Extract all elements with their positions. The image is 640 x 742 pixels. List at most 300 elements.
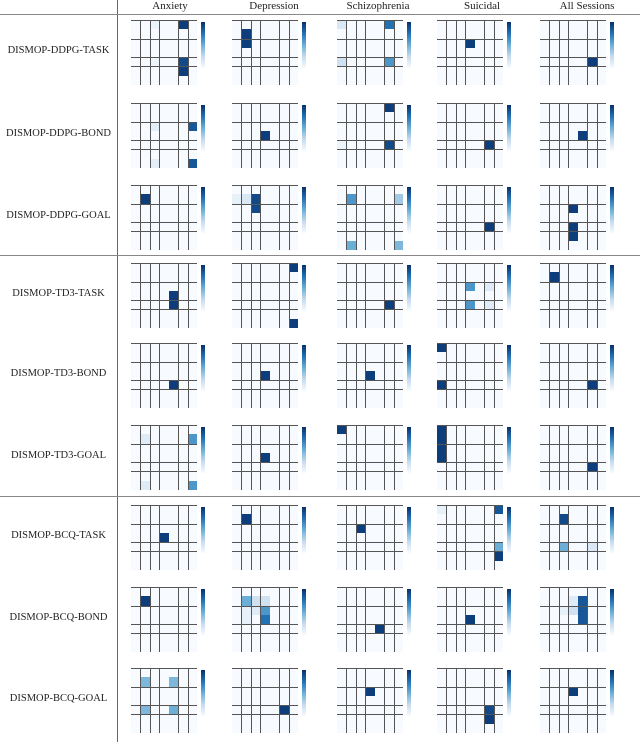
heatmap-cell <box>494 551 503 560</box>
heatmap <box>131 185 197 250</box>
grid-line <box>540 687 606 688</box>
grid-line <box>279 505 280 570</box>
grid-line <box>232 231 298 232</box>
heatmap <box>131 263 197 328</box>
grid-line <box>131 705 197 706</box>
grid-line <box>337 20 403 21</box>
heatmap <box>131 425 197 490</box>
grid-line <box>446 505 447 570</box>
heatmap-cell <box>337 425 346 434</box>
grid-line <box>540 204 606 205</box>
heatmap-cell <box>159 533 168 542</box>
grid-line <box>549 343 550 408</box>
grid-line <box>241 505 242 570</box>
grid-line <box>232 222 298 223</box>
heatmap-cell <box>241 194 250 203</box>
grid-line <box>337 606 403 607</box>
grid-line <box>150 20 151 85</box>
grid-line <box>559 20 560 85</box>
heatmap-cell <box>241 514 250 523</box>
grid-line <box>337 705 403 706</box>
grid-line <box>159 425 160 490</box>
grid-line <box>140 587 141 652</box>
grid-line <box>437 714 503 715</box>
grid-line <box>346 263 347 328</box>
grid-line <box>131 103 197 104</box>
grid-line <box>540 231 606 232</box>
heatmap-cell <box>140 481 149 490</box>
grid-line <box>337 687 403 688</box>
colorbar <box>610 187 614 233</box>
heatmap-cell <box>578 615 587 624</box>
heatmap-cell <box>188 481 197 490</box>
colorbar <box>407 507 411 553</box>
grid-line <box>232 606 298 607</box>
grid-line <box>356 505 357 570</box>
heatmap-cell <box>559 542 568 551</box>
grid-line <box>356 103 357 168</box>
grid-line <box>384 20 385 85</box>
grid-line <box>559 343 560 408</box>
grid-line <box>456 668 457 733</box>
grid-line <box>337 343 403 344</box>
heatmap <box>131 668 197 733</box>
colorbar <box>302 22 306 68</box>
grid-line <box>394 668 395 733</box>
grid-line <box>260 103 261 168</box>
heatmap-cell <box>465 300 474 309</box>
grid-line <box>232 542 298 543</box>
heatmap-cell <box>587 380 596 389</box>
grid-line <box>365 263 366 328</box>
heatmap <box>337 668 403 733</box>
column-header-anxiety: Anxiety <box>152 0 188 12</box>
grid-line <box>260 263 261 328</box>
grid-line <box>465 668 466 733</box>
heatmap-cell <box>346 241 355 250</box>
grid-line <box>289 587 290 652</box>
grid-line <box>140 263 141 328</box>
heatmap-cell <box>437 453 446 462</box>
heatmap <box>337 343 403 408</box>
grid-line <box>178 587 179 652</box>
heatmap-cell <box>279 705 288 714</box>
grid-line <box>597 263 598 328</box>
grid-line <box>494 103 495 168</box>
colorbar <box>201 265 205 311</box>
grid-line <box>568 587 569 652</box>
grid-line <box>279 587 280 652</box>
grid-line <box>559 587 560 652</box>
heatmap-cell <box>178 20 187 29</box>
grid-line <box>251 185 252 250</box>
heatmap-cell <box>484 714 493 723</box>
heatmap-cell <box>384 140 393 149</box>
grid-line <box>356 668 357 733</box>
heatmap-cell <box>494 505 503 514</box>
grid-line <box>597 103 598 168</box>
grid-line <box>159 587 160 652</box>
grid-line <box>232 551 298 552</box>
grid-line <box>337 204 403 205</box>
heatmap-cell <box>260 131 269 140</box>
colorbar <box>407 589 411 635</box>
grid-line <box>559 185 560 250</box>
grid-line <box>188 343 189 408</box>
heatmap-cell <box>188 122 197 131</box>
grid-line <box>232 624 298 625</box>
grid-line <box>337 300 403 301</box>
grid-line <box>131 282 197 283</box>
grid-line <box>365 587 366 652</box>
grid-line <box>494 20 495 85</box>
heatmap-cell <box>241 39 250 48</box>
heatmap-cell <box>140 705 149 714</box>
heatmap <box>232 185 298 250</box>
row-label: DISMOP-DDPG-TASK <box>7 45 110 56</box>
grid-line <box>232 263 298 264</box>
grid-line <box>365 668 366 733</box>
heatmap-cell <box>150 57 159 66</box>
heatmap <box>337 263 403 328</box>
grid-line <box>568 668 569 733</box>
heatmap-cell <box>232 194 241 203</box>
colorbar <box>507 427 511 473</box>
grid-line <box>597 185 598 250</box>
grid-line <box>241 263 242 328</box>
heatmap-cell <box>169 380 178 389</box>
colorbar <box>610 105 614 151</box>
heatmap <box>337 20 403 85</box>
grid-line <box>260 20 261 85</box>
grid-line <box>568 103 569 168</box>
grid-line <box>232 300 298 301</box>
grid-line <box>131 462 197 463</box>
grid-line <box>346 185 347 250</box>
grid-line <box>540 633 606 634</box>
grid-line <box>260 185 261 250</box>
grid-line <box>437 524 503 525</box>
grid-line <box>279 263 280 328</box>
grid-line <box>251 425 252 490</box>
grid-line <box>232 204 298 205</box>
grid-line <box>484 505 485 570</box>
heatmap-cell <box>289 319 298 328</box>
grid-line <box>356 185 357 250</box>
colorbar <box>610 589 614 635</box>
grid-line <box>494 185 495 250</box>
grid-line <box>587 587 588 652</box>
heatmap-cell <box>568 687 577 696</box>
grid-line <box>465 185 466 250</box>
heatmap-cell <box>140 194 149 203</box>
grid-line <box>241 20 242 85</box>
grid-line <box>365 185 366 250</box>
grid-line <box>356 587 357 652</box>
grid-line <box>437 204 503 205</box>
heatmap <box>437 103 503 168</box>
colorbar <box>201 105 205 151</box>
grid-line <box>437 282 503 283</box>
grid-line <box>337 668 403 669</box>
heatmap <box>232 668 298 733</box>
grid-line <box>465 425 466 490</box>
grid-line <box>131 714 197 715</box>
grid-line <box>437 425 503 426</box>
heatmap-cell <box>337 140 346 149</box>
grid-line <box>131 231 197 232</box>
grid-line <box>346 20 347 85</box>
heatmap-cell <box>484 705 493 714</box>
grid-line <box>356 343 357 408</box>
heatmap-cell <box>578 606 587 615</box>
heatmap <box>131 587 197 652</box>
grid-line <box>279 668 280 733</box>
grid-line <box>131 380 197 381</box>
grid-line <box>232 524 298 525</box>
grid-line <box>131 222 197 223</box>
grid-line <box>232 444 298 445</box>
grid-line <box>465 103 466 168</box>
grid-line <box>131 122 197 123</box>
grid-line <box>289 668 290 733</box>
grid-line <box>446 263 447 328</box>
heatmap <box>131 103 197 168</box>
grid-line <box>178 185 179 250</box>
grid-line <box>251 587 252 652</box>
heatmap-cell <box>337 20 346 29</box>
grid-line <box>232 714 298 715</box>
grid-line <box>540 505 606 506</box>
heatmap-cell <box>188 159 197 168</box>
grid-line <box>178 668 179 733</box>
grid-line <box>437 624 503 625</box>
heatmap <box>131 343 197 408</box>
grid-line <box>437 222 503 223</box>
grid-line <box>540 380 606 381</box>
heatmap <box>540 425 606 490</box>
grid-line <box>587 668 588 733</box>
grid-line <box>540 222 606 223</box>
grid-line <box>559 425 560 490</box>
grid-line <box>131 204 197 205</box>
grid-line <box>131 471 197 472</box>
heatmap-cell <box>140 596 149 605</box>
grid-line <box>356 263 357 328</box>
heatmap-cell <box>384 300 393 309</box>
grid-line <box>549 505 550 570</box>
heatmap-cell <box>150 122 159 131</box>
grid-line <box>437 687 503 688</box>
grid-line <box>289 263 290 328</box>
grid-line <box>131 425 197 426</box>
grid-line <box>150 587 151 652</box>
grid-line <box>540 309 606 310</box>
grid-line <box>540 714 606 715</box>
grid-line <box>394 20 395 85</box>
grid-line <box>540 524 606 525</box>
row-label: DISMOP-DDPG-BOND <box>5 128 111 139</box>
heatmap <box>232 20 298 85</box>
grid-line <box>337 380 403 381</box>
heatmap <box>437 20 503 85</box>
heatmap <box>232 343 298 408</box>
heatmap-cell <box>241 596 250 605</box>
grid-line <box>587 20 588 85</box>
heatmap <box>437 185 503 250</box>
grid-line <box>437 462 503 463</box>
grid-line <box>131 149 197 150</box>
grid-line <box>446 587 447 652</box>
heatmap <box>232 587 298 652</box>
grid-line <box>540 66 606 67</box>
grid-line <box>337 222 403 223</box>
grid-line <box>549 263 550 328</box>
grid-line <box>232 282 298 283</box>
grid-line <box>337 263 403 264</box>
grid-line <box>251 103 252 168</box>
heatmap <box>232 505 298 570</box>
heatmap-cell <box>251 204 260 213</box>
grid-line <box>597 587 598 652</box>
grid-line <box>251 505 252 570</box>
grid-line <box>437 343 503 344</box>
grid-line <box>131 343 197 344</box>
grid-line <box>456 505 457 570</box>
grid-line <box>437 140 503 141</box>
grid-line <box>337 103 403 104</box>
grid-line <box>540 705 606 706</box>
grid-line <box>540 462 606 463</box>
grid-line <box>289 505 290 570</box>
grid-line <box>437 505 503 506</box>
heatmap-cell <box>549 272 558 281</box>
grid-line <box>188 587 189 652</box>
row-label: DISMOP-DDPG-GOAL <box>6 210 111 221</box>
heatmap-cell <box>568 204 577 213</box>
grid-line <box>337 633 403 634</box>
grid-line <box>232 20 298 21</box>
heatmap-cell <box>251 596 260 605</box>
heatmap <box>540 343 606 408</box>
row-label: DISMOP-BCQ-TASK <box>11 530 106 541</box>
grid-line <box>150 505 151 570</box>
grid-line <box>251 20 252 85</box>
heatmap <box>437 505 503 570</box>
grid-line <box>465 587 466 652</box>
colorbar <box>407 427 411 473</box>
grid-line <box>232 309 298 310</box>
grid-line <box>131 263 197 264</box>
heatmap-cell <box>484 300 493 309</box>
colorbar <box>610 670 614 716</box>
heatmap-cell <box>587 57 596 66</box>
colorbar <box>507 265 511 311</box>
grid-line <box>251 343 252 408</box>
heatmap-cell <box>260 371 269 380</box>
grid-line <box>346 103 347 168</box>
grid-line <box>279 425 280 490</box>
grid-line <box>540 122 606 123</box>
grid-line <box>232 389 298 390</box>
heatmap-cell <box>260 606 269 615</box>
grid-line <box>337 524 403 525</box>
heatmap <box>540 185 606 250</box>
grid-line <box>260 668 261 733</box>
colorbar <box>407 670 411 716</box>
grid-line <box>494 263 495 328</box>
colorbar <box>302 187 306 233</box>
grid-line <box>232 66 298 67</box>
grid-line <box>337 231 403 232</box>
grid-line <box>597 425 598 490</box>
grid-line <box>188 668 189 733</box>
grid-line <box>437 633 503 634</box>
heatmap <box>540 263 606 328</box>
grid-line <box>484 185 485 250</box>
heatmap-cell <box>169 300 178 309</box>
heatmap-cell <box>241 615 250 624</box>
row-label: DISMOP-TD3-TASK <box>12 288 105 299</box>
grid-line <box>549 103 550 168</box>
grid-line <box>232 57 298 58</box>
grid-line <box>437 149 503 150</box>
grid-line <box>394 185 395 250</box>
grid-line <box>394 263 395 328</box>
grid-line <box>446 668 447 733</box>
heatmap-cell <box>559 514 568 523</box>
grid-line <box>465 20 466 85</box>
grid-line <box>337 282 403 283</box>
grid-line <box>131 687 197 688</box>
grid-line <box>568 425 569 490</box>
grid-line <box>549 587 550 652</box>
heatmap-cell <box>251 194 260 203</box>
grid-line <box>437 362 503 363</box>
heatmap <box>232 103 298 168</box>
grid-line <box>178 425 179 490</box>
heatmap-cell <box>587 462 596 471</box>
grid-line <box>150 668 151 733</box>
grid-line <box>232 687 298 688</box>
grid-line <box>540 343 606 344</box>
grid-line <box>540 587 606 588</box>
grid-line <box>188 20 189 85</box>
row-label: DISMOP-BCQ-GOAL <box>9 693 108 704</box>
grid-line <box>540 444 606 445</box>
grid-line <box>384 343 385 408</box>
grid-line <box>437 57 503 58</box>
grid-line <box>346 668 347 733</box>
grid-line <box>394 505 395 570</box>
grid-line <box>437 606 503 607</box>
grid-line <box>437 185 503 186</box>
grid-line <box>289 343 290 408</box>
colorbar <box>507 187 511 233</box>
grid-line <box>365 20 366 85</box>
grid-line <box>140 20 141 85</box>
grid-line <box>384 263 385 328</box>
grid-line <box>150 343 151 408</box>
grid-line <box>494 425 495 490</box>
column-header-schizophrenia: Schizophrenia <box>346 0 410 12</box>
grid-line <box>337 66 403 67</box>
grid-line <box>150 425 151 490</box>
grid-line <box>540 263 606 264</box>
heatmap-cell <box>140 434 149 443</box>
heatmap-cell <box>384 103 393 112</box>
grid-line <box>394 343 395 408</box>
